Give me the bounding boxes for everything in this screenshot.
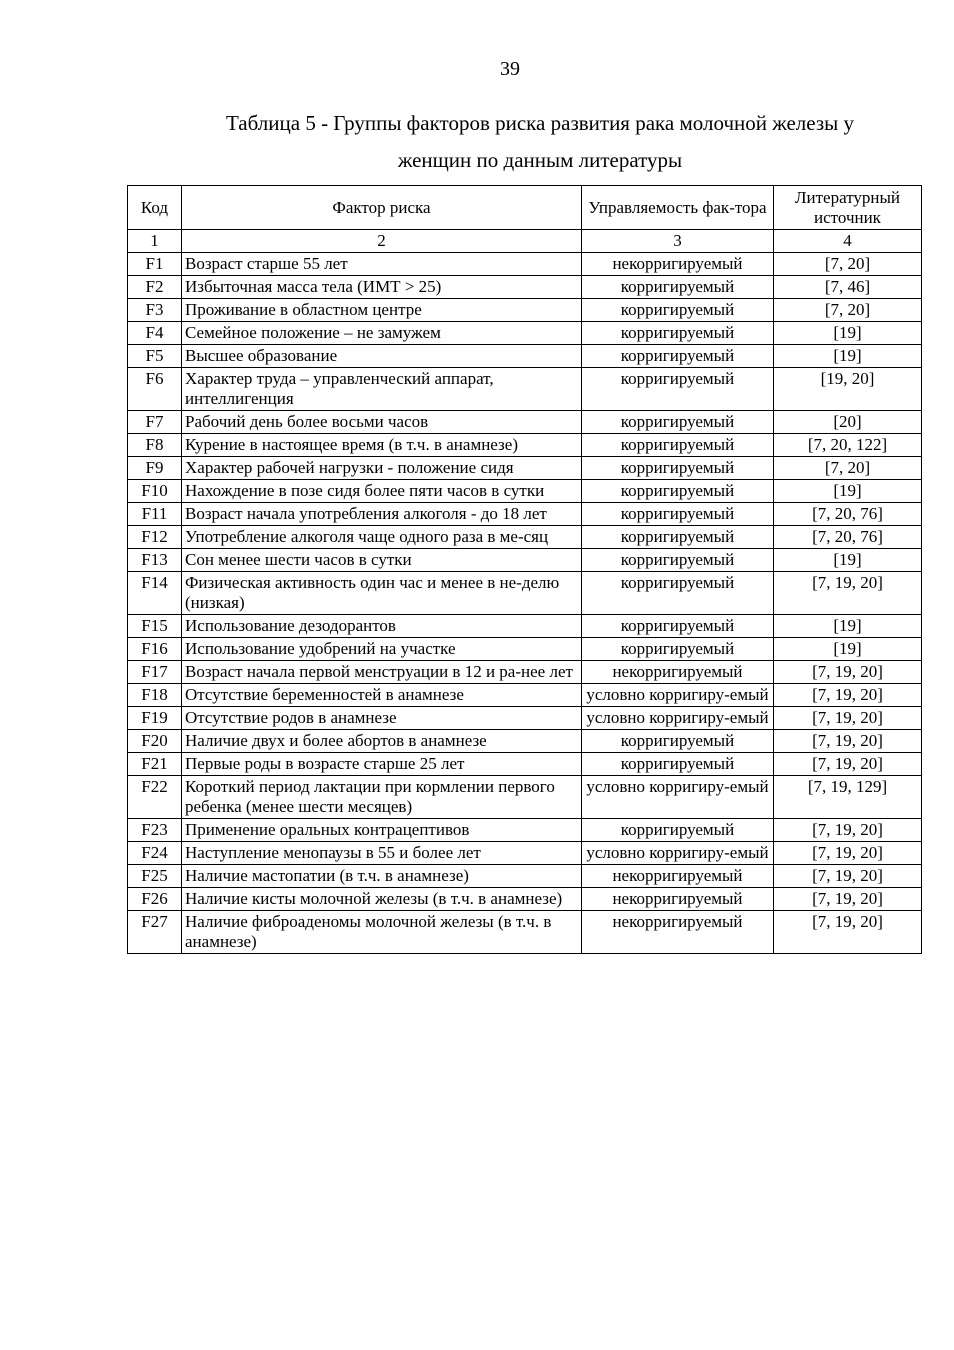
cell-factor: Возраст старше 55 лет [182,253,582,276]
cell-code: F6 [128,368,182,411]
cell-code: F14 [128,572,182,615]
table-row [128,503,922,526]
cell-code: F9 [128,457,182,480]
cell-factor: Характер труда – управленческий аппарат, интеллигенция [182,368,582,411]
cell-code: F24 [128,842,182,865]
cell-code: F12 [128,526,182,549]
cell-source: [7, 20, 76] [774,503,922,526]
cell-code: F8 [128,434,182,457]
cell-source: [7, 20] [774,253,922,276]
table-row [128,276,922,299]
cell-factor: Проживание в областном центре [182,299,582,322]
table-row [128,322,922,345]
cell-code: F26 [128,888,182,911]
cell-manageability: корригируемый [582,434,774,457]
table-row [128,253,922,276]
cell-factor: Применение оральных контрацептивов [182,819,582,842]
table-row [128,572,922,615]
cell-manageability: корригируемый [582,503,774,526]
cell-source: [7, 20, 76] [774,526,922,549]
cell-factor: Употребление алкоголя чаще одного раза в ме-сяц [182,526,582,549]
cell-code: F15 [128,615,182,638]
cell-code: F5 [128,345,182,368]
cell-code: F23 [128,819,182,842]
cell-code: F7 [128,411,182,434]
cell-factor: Нахождение в позе сидя более пяти часов в сутки [182,480,582,503]
cell-source: [19] [774,480,922,503]
header-factor: Фактор риска [182,186,582,230]
cell-factor: Рабочий день более восьми часов [182,411,582,434]
cell-source: [19] [774,345,922,368]
cell-manageability: корригируемый [582,549,774,572]
cell-factor: Возраст начала употребления алкоголя - до 18 лет [182,503,582,526]
cell-source: [7, 19, 129] [774,776,922,819]
cell-source: [7, 19, 20] [774,842,922,865]
cell-source: [7, 19, 20] [774,684,922,707]
cell-code: F13 [128,549,182,572]
cell-code: F19 [128,707,182,730]
cell-source: [7, 20, 122] [774,434,922,457]
cell-factor: Семейное положение – не замужем [182,322,582,345]
cell-manageability: корригируемый [582,572,774,615]
column-number: 1 [128,230,182,253]
table-row [128,842,922,865]
header-manageability: Управляемость фак-тора [582,186,774,230]
cell-source: [7, 19, 20] [774,730,922,753]
cell-code: F25 [128,865,182,888]
cell-code: F16 [128,638,182,661]
cell-factor: Высшее образование [182,345,582,368]
table-caption-line-2: женщин по данным литературы [397,148,683,172]
cell-manageability: условно корригиру-емый [582,707,774,730]
cell-source: [19] [774,549,922,572]
cell-source: [7, 19, 20] [774,707,922,730]
table-row [128,730,922,753]
table-row [128,457,922,480]
cell-factor: Наличие мастопатии (в т.ч. в анамнезе) [182,865,582,888]
cell-manageability: корригируемый [582,526,774,549]
cell-manageability: корригируемый [582,411,774,434]
cell-factor: Использование удобрений на участке [182,638,582,661]
cell-manageability: корригируемый [582,615,774,638]
cell-manageability: некорригируемый [582,253,774,276]
cell-factor: Курение в настоящее время (в т.ч. в анамнезе) [182,434,582,457]
cell-manageability: некорригируемый [582,865,774,888]
table-row [128,661,922,684]
table-row [128,549,922,572]
cell-factor: Возраст начала первой менструации в 12 и ра-нее лет [182,661,582,684]
cell-source: [7, 19, 20] [774,572,922,615]
cell-source: [7, 20] [774,457,922,480]
cell-manageability: условно корригиру-емый [582,842,774,865]
table-row [128,434,922,457]
column-number: 2 [182,230,582,253]
cell-factor: Физическая активность один час и менее в не-делю (низкая) [182,572,582,615]
table-row [128,368,922,411]
table-header-row [128,186,922,230]
cell-factor: Первые роды в возрасте старше 25 лет [182,753,582,776]
table-row [128,911,922,954]
cell-factor: Использование дезодорантов [182,615,582,638]
cell-manageability: корригируемый [582,638,774,661]
cell-code: F20 [128,730,182,753]
cell-code: F11 [128,503,182,526]
table-row [128,345,922,368]
cell-manageability: корригируемый [582,457,774,480]
cell-code: F4 [128,322,182,345]
cell-source: [7, 19, 20] [774,911,922,954]
cell-manageability: корригируемый [582,480,774,503]
cell-factor: Сон менее шести часов в сутки [182,549,582,572]
cell-source: [7, 19, 20] [774,819,922,842]
table-row [128,865,922,888]
cell-source: [20] [774,411,922,434]
table-row [128,299,922,322]
cell-manageability: корригируемый [582,753,774,776]
table-row [128,615,922,638]
cell-source: [19, 20] [774,368,922,411]
cell-code: F17 [128,661,182,684]
cell-code: F27 [128,911,182,954]
table-row [128,753,922,776]
table-row [128,819,922,842]
cell-source: [19] [774,615,922,638]
cell-manageability: корригируемый [582,730,774,753]
cell-source: [7, 46] [774,276,922,299]
cell-source: [7, 19, 20] [774,753,922,776]
cell-code: F10 [128,480,182,503]
cell-factor: Избыточная масса тела (ИМТ > 25) [182,276,582,299]
table-row [128,684,922,707]
table-row [128,638,922,661]
cell-manageability: корригируемый [582,276,774,299]
cell-manageability: условно корригиру-емый [582,776,774,819]
cell-source: [7, 19, 20] [774,888,922,911]
cell-source: [19] [774,638,922,661]
cell-factor: Характер рабочей нагрузки - положение сидя [182,457,582,480]
cell-code: F18 [128,684,182,707]
cell-code: F2 [128,276,182,299]
risk-factors-table [127,185,922,954]
cell-factor: Наличие фиброаденомы молочной железы (в т.ч. в анамнезе) [182,911,582,954]
table-caption-line-1: Таблица 5 - Группы факторов риска развития рака молочной железы у [226,111,854,135]
cell-source: [7, 19, 20] [774,661,922,684]
cell-manageability: условно корригиру-емый [582,684,774,707]
cell-manageability: корригируемый [582,299,774,322]
cell-factor: Отсутствие родов в анамнезе [182,707,582,730]
cell-factor: Короткий период лактации при кормлении первого ребенка (менее шести месяцев) [182,776,582,819]
header-code: Код [128,186,182,230]
table-row [128,707,922,730]
cell-manageability: корригируемый [582,322,774,345]
table-row [128,411,922,434]
table-row [128,526,922,549]
cell-manageability: некорригируемый [582,911,774,954]
cell-factor: Отсутствие беременностей в анамнезе [182,684,582,707]
cell-code: F21 [128,753,182,776]
cell-factor: Наличие кисты молочной железы (в т.ч. в анамнезе) [182,888,582,911]
cell-manageability: корригируемый [582,819,774,842]
cell-source: [7, 19, 20] [774,865,922,888]
page-number: 39 [500,58,520,80]
cell-manageability: корригируемый [582,368,774,411]
column-number: 4 [774,230,922,253]
header-source: Литературный источник [774,186,922,230]
cell-code: F1 [128,253,182,276]
cell-manageability: некорригируемый [582,888,774,911]
cell-factor: Наступление менопаузы в 55 и более лет [182,842,582,865]
cell-code: F3 [128,299,182,322]
cell-manageability: некорригируемый [582,661,774,684]
cell-factor: Наличие двух и более абортов в анамнезе [182,730,582,753]
table-row [128,776,922,819]
column-number: 3 [582,230,774,253]
table-row [128,888,922,911]
cell-source: [19] [774,322,922,345]
cell-code: F22 [128,776,182,819]
column-number-row [128,230,922,253]
cell-source: [7, 20] [774,299,922,322]
cell-manageability: корригируемый [582,345,774,368]
table-row [128,480,922,503]
